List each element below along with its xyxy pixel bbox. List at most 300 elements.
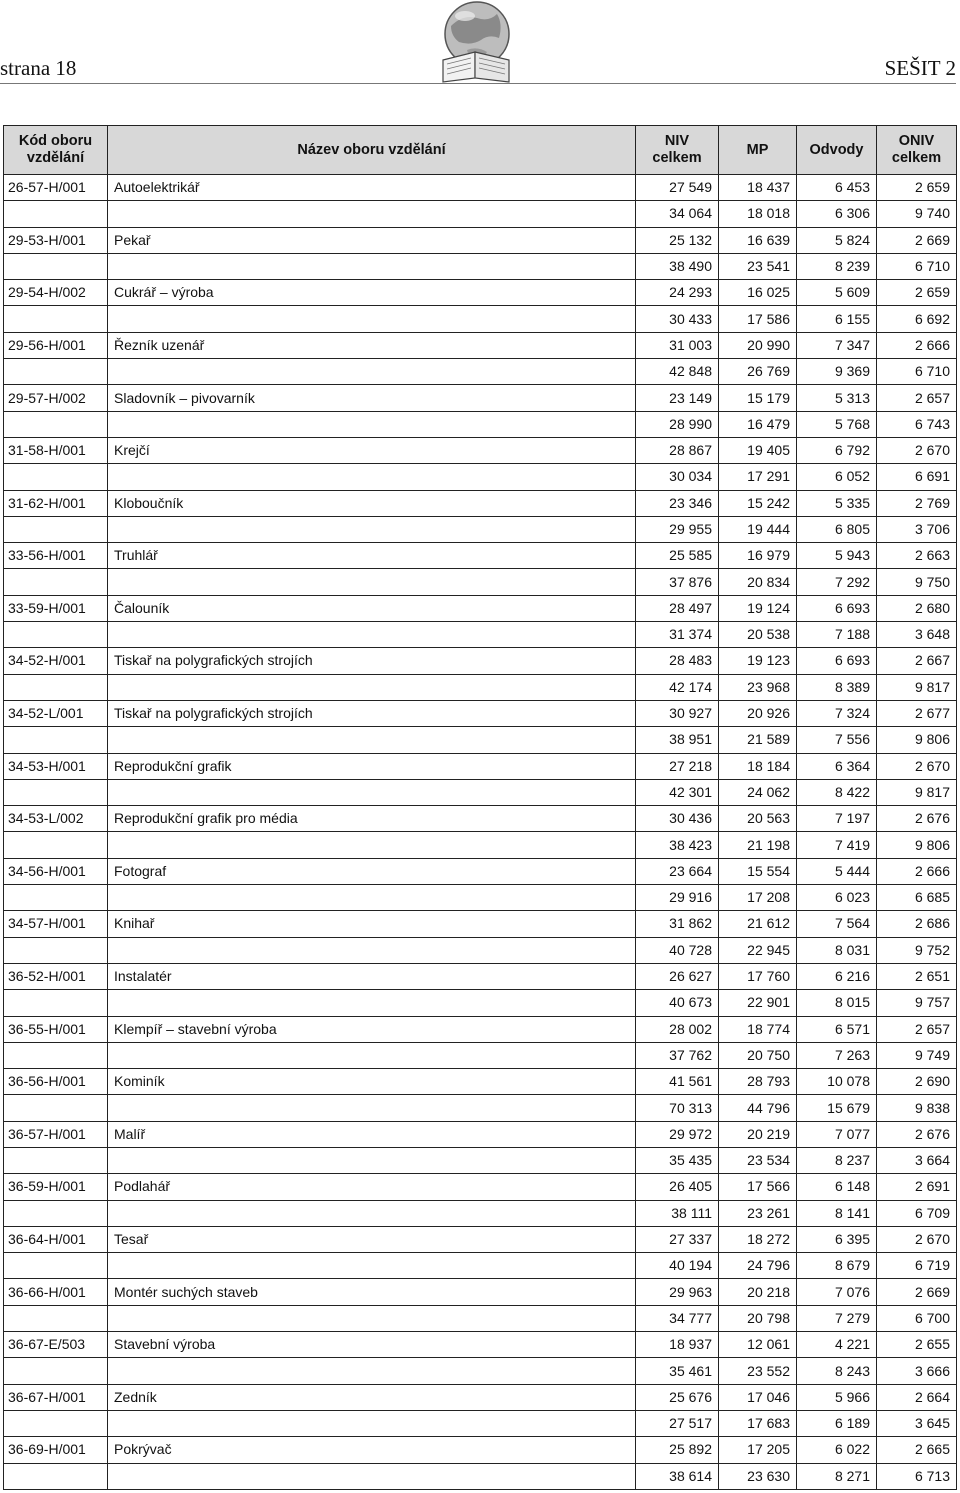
cell-oniv: 3 645: [877, 1410, 957, 1436]
cell-oniv: 9 757: [877, 990, 957, 1016]
cell-niv: 27 337: [636, 1226, 719, 1252]
cell-odvody: 7 347: [797, 332, 877, 358]
cell-name: Pekař: [108, 227, 636, 253]
table-row: [4, 1200, 957, 1226]
table-row: [4, 569, 957, 595]
cell-oniv: 9 806: [877, 832, 957, 858]
cell-niv: 70 313: [636, 1095, 719, 1121]
cell-name: Pokrývač: [108, 1437, 636, 1463]
cell-mp: 15 554: [719, 858, 797, 884]
cell-niv: 18 937: [636, 1332, 719, 1358]
cell-niv: 23 664: [636, 858, 719, 884]
cell-code: [4, 306, 108, 332]
cell-oniv: 2 665: [877, 1437, 957, 1463]
cell-oniv: 2 659: [877, 175, 957, 201]
table-row: [4, 963, 957, 989]
cell-code: 36-69-H/001: [4, 1437, 108, 1463]
cell-odvody: 7 197: [797, 806, 877, 832]
cell-odvody: 5 444: [797, 858, 877, 884]
table-header-row: [4, 126, 957, 175]
cell-niv: 31 003: [636, 332, 719, 358]
cell-name: Cukrář – výroba: [108, 280, 636, 306]
cell-odvody: 5 943: [797, 543, 877, 569]
cell-odvody: 7 263: [797, 1042, 877, 1068]
cell-name: [108, 1463, 636, 1489]
cell-mp: 21 198: [719, 832, 797, 858]
cell-odvody: 6 052: [797, 464, 877, 490]
table-row: [4, 1042, 957, 1068]
table-row: [4, 806, 957, 832]
cell-oniv: 9 806: [877, 727, 957, 753]
table-row: [4, 858, 957, 884]
cell-code: 36-67-H/001: [4, 1384, 108, 1410]
table-row: [4, 622, 957, 648]
cell-niv: 24 293: [636, 280, 719, 306]
cell-odvody: 6 216: [797, 963, 877, 989]
cell-niv: 25 676: [636, 1384, 719, 1410]
cell-niv: 28 990: [636, 411, 719, 437]
cell-niv: 37 762: [636, 1042, 719, 1068]
cell-name: [108, 990, 636, 1016]
cell-mp: 17 683: [719, 1410, 797, 1436]
cell-odvody: 6 022: [797, 1437, 877, 1463]
cell-name: Sladovník – pivovarník: [108, 385, 636, 411]
table-row: [4, 359, 957, 385]
table-row: [4, 1016, 957, 1042]
cell-odvody: 6 023: [797, 885, 877, 911]
cell-mp: 20 538: [719, 622, 797, 648]
table-row: [4, 911, 957, 937]
cell-odvody: 6 792: [797, 437, 877, 463]
cell-name: [108, 674, 636, 700]
cell-oniv: 2 691: [877, 1174, 957, 1200]
cell-name: [108, 1042, 636, 1068]
cell-code: 34-57-H/001: [4, 911, 108, 937]
cell-oniv: 9 750: [877, 569, 957, 595]
cell-mp: 17 586: [719, 306, 797, 332]
cell-name: Podlahář: [108, 1174, 636, 1200]
cell-odvody: 7 279: [797, 1305, 877, 1331]
cell-mp: 18 018: [719, 201, 797, 227]
cell-code: 34-53-H/001: [4, 753, 108, 779]
cell-odvody: 8 271: [797, 1463, 877, 1489]
cell-oniv: 2 667: [877, 648, 957, 674]
cell-niv: 29 963: [636, 1279, 719, 1305]
cell-oniv: 2 666: [877, 332, 957, 358]
cell-code: [4, 1147, 108, 1173]
cell-oniv: 2 664: [877, 1384, 957, 1410]
column-header-niv: NIV celkem: [636, 126, 719, 175]
cell-niv: 28 497: [636, 595, 719, 621]
table-row: [4, 1332, 957, 1358]
cell-odvody: 7 292: [797, 569, 877, 595]
cell-mp: 23 261: [719, 1200, 797, 1226]
table-row: [4, 411, 957, 437]
cell-odvody: 15 679: [797, 1095, 877, 1121]
cell-odvody: 8 243: [797, 1358, 877, 1384]
cell-niv: 30 433: [636, 306, 719, 332]
table-row: [4, 227, 957, 253]
cell-name: Montér suchých staveb: [108, 1279, 636, 1305]
cell-mp: 28 793: [719, 1069, 797, 1095]
table-row: [4, 332, 957, 358]
cell-code: 36-59-H/001: [4, 1174, 108, 1200]
cell-mp: 15 242: [719, 490, 797, 516]
cell-odvody: 8 237: [797, 1147, 877, 1173]
column-header-code: Kód oboru vzdělání: [4, 126, 108, 175]
cell-odvody: 7 076: [797, 1279, 877, 1305]
cell-mp: 20 219: [719, 1121, 797, 1147]
cell-niv: 29 955: [636, 516, 719, 542]
cell-code: 26-57-H/001: [4, 175, 108, 201]
cell-oniv: 2 670: [877, 753, 957, 779]
table-row: [4, 1358, 957, 1384]
cell-oniv: 2 769: [877, 490, 957, 516]
cell-mp: 22 901: [719, 990, 797, 1016]
table-row: [4, 937, 957, 963]
cell-code: [4, 990, 108, 1016]
cell-oniv: 2 651: [877, 963, 957, 989]
cell-niv: 31 862: [636, 911, 719, 937]
table-row: [4, 543, 957, 569]
globe-book-logo-icon: [437, 0, 515, 84]
cell-niv: 30 436: [636, 806, 719, 832]
cell-oniv: 2 663: [877, 543, 957, 569]
table-row: [4, 990, 957, 1016]
cell-odvody: 6 693: [797, 595, 877, 621]
cell-oniv: 6 691: [877, 464, 957, 490]
table-row: [4, 1226, 957, 1252]
cell-mp: 19 444: [719, 516, 797, 542]
cell-name: Čalouník: [108, 595, 636, 621]
cell-mp: 26 769: [719, 359, 797, 385]
section-label: SEŠIT 2: [884, 56, 956, 80]
cell-oniv: 2 655: [877, 1332, 957, 1358]
cell-name: Klempíř – stavební výroba: [108, 1016, 636, 1042]
cell-odvody: 8 141: [797, 1200, 877, 1226]
cell-name: Řezník uzenář: [108, 332, 636, 358]
cell-code: [4, 1200, 108, 1226]
cell-name: Tiskař na polygrafických strojích: [108, 648, 636, 674]
cell-code: 36-57-H/001: [4, 1121, 108, 1147]
cell-odvody: 6 571: [797, 1016, 877, 1042]
cell-code: 36-67-E/503: [4, 1332, 108, 1358]
cell-mp: 23 534: [719, 1147, 797, 1173]
page-header: [0, 0, 960, 92]
cell-mp: 20 750: [719, 1042, 797, 1068]
cell-mp: 23 541: [719, 253, 797, 279]
cell-mp: 20 990: [719, 332, 797, 358]
table-row: [4, 779, 957, 805]
cell-mp: 20 563: [719, 806, 797, 832]
cell-oniv: 3 666: [877, 1358, 957, 1384]
cell-code: [4, 1042, 108, 1068]
cell-odvody: 8 422: [797, 779, 877, 805]
cell-code: [4, 937, 108, 963]
column-header-odvody: Odvody: [797, 126, 877, 175]
cell-oniv: 9 749: [877, 1042, 957, 1068]
table-row: [4, 595, 957, 621]
table-row: [4, 1147, 957, 1173]
cell-niv: 26 405: [636, 1174, 719, 1200]
cell-niv: 35 435: [636, 1147, 719, 1173]
cell-mp: 18 774: [719, 1016, 797, 1042]
table-row: [4, 280, 957, 306]
cell-mp: 17 291: [719, 464, 797, 490]
table-row: [4, 175, 957, 201]
cell-name: [108, 201, 636, 227]
cell-mp: 20 834: [719, 569, 797, 595]
cell-oniv: 2 657: [877, 385, 957, 411]
cell-code: [4, 359, 108, 385]
cell-niv: 42 301: [636, 779, 719, 805]
table-row: [4, 648, 957, 674]
table-row: [4, 700, 957, 726]
table-row: [4, 1095, 957, 1121]
cell-mp: 23 552: [719, 1358, 797, 1384]
cell-code: [4, 779, 108, 805]
cell-oniv: 2 690: [877, 1069, 957, 1095]
cell-odvody: 6 148: [797, 1174, 877, 1200]
cell-niv: 41 561: [636, 1069, 719, 1095]
cell-oniv: 2 666: [877, 858, 957, 884]
cell-mp: 20 218: [719, 1279, 797, 1305]
cell-name: [108, 1095, 636, 1121]
cell-name: Fotograf: [108, 858, 636, 884]
cell-niv: 42 174: [636, 674, 719, 700]
cell-mp: 19 405: [719, 437, 797, 463]
cell-mp: 17 046: [719, 1384, 797, 1410]
cell-oniv: 2 677: [877, 700, 957, 726]
column-header-mp: MP: [719, 126, 797, 175]
cell-oniv: 2 680: [877, 595, 957, 621]
cell-code: [4, 516, 108, 542]
cell-niv: 29 916: [636, 885, 719, 911]
cell-name: [108, 832, 636, 858]
table-row: [4, 832, 957, 858]
cell-code: 34-53-L/002: [4, 806, 108, 832]
cell-name: [108, 937, 636, 963]
cell-oniv: 2 657: [877, 1016, 957, 1042]
cell-odvody: 6 805: [797, 516, 877, 542]
cell-code: [4, 1463, 108, 1489]
cell-name: Truhlář: [108, 543, 636, 569]
cell-niv: 40 728: [636, 937, 719, 963]
cell-code: [4, 201, 108, 227]
cell-odvody: 8 679: [797, 1253, 877, 1279]
cell-name: Stavební výroba: [108, 1332, 636, 1358]
cell-niv: 29 972: [636, 1121, 719, 1147]
table-row: [4, 253, 957, 279]
header-divider: [0, 83, 956, 84]
cell-name: [108, 727, 636, 753]
cell-odvody: 7 077: [797, 1121, 877, 1147]
cell-odvody: 10 078: [797, 1069, 877, 1095]
cell-name: Instalatér: [108, 963, 636, 989]
cell-odvody: 8 389: [797, 674, 877, 700]
cell-oniv: 6 713: [877, 1463, 957, 1489]
table-row: [4, 437, 957, 463]
cell-oniv: 6 710: [877, 359, 957, 385]
cell-niv: 38 111: [636, 1200, 719, 1226]
cell-code: [4, 1305, 108, 1331]
cell-odvody: 6 155: [797, 306, 877, 332]
cell-code: 29-54-H/002: [4, 280, 108, 306]
cell-mp: 23 968: [719, 674, 797, 700]
cell-code: 31-62-H/001: [4, 490, 108, 516]
table-row: [4, 727, 957, 753]
cell-niv: 40 194: [636, 1253, 719, 1279]
cell-mp: 17 208: [719, 885, 797, 911]
cell-mp: 44 796: [719, 1095, 797, 1121]
cell-oniv: 9 817: [877, 674, 957, 700]
cell-code: [4, 885, 108, 911]
cell-odvody: 5 768: [797, 411, 877, 437]
cell-odvody: 8 239: [797, 253, 877, 279]
cell-niv: 23 149: [636, 385, 719, 411]
cell-mp: 17 760: [719, 963, 797, 989]
cell-mp: 20 926: [719, 700, 797, 726]
cell-oniv: 2 669: [877, 227, 957, 253]
cell-niv: 38 490: [636, 253, 719, 279]
column-header-name: Název oboru vzdělání: [108, 126, 636, 175]
cell-name: [108, 411, 636, 437]
cell-name: Kloboučník: [108, 490, 636, 516]
cell-odvody: 7 419: [797, 832, 877, 858]
cell-niv: 23 346: [636, 490, 719, 516]
table-body: [4, 175, 957, 1490]
table-row: [4, 1279, 957, 1305]
cell-oniv: 2 670: [877, 1226, 957, 1252]
cell-niv: 34 064: [636, 201, 719, 227]
cell-code: [4, 1253, 108, 1279]
cell-name: [108, 1305, 636, 1331]
cell-niv: 38 951: [636, 727, 719, 753]
table-row: [4, 1437, 957, 1463]
cell-odvody: 5 824: [797, 227, 877, 253]
cell-oniv: 2 676: [877, 806, 957, 832]
cell-mp: 24 062: [719, 779, 797, 805]
table-row: [4, 306, 957, 332]
cell-oniv: 6 719: [877, 1253, 957, 1279]
column-header-oniv: ONIV celkem: [877, 126, 957, 175]
cell-code: 34-56-H/001: [4, 858, 108, 884]
cell-code: [4, 1410, 108, 1436]
cell-code: 34-52-H/001: [4, 648, 108, 674]
cell-name: [108, 464, 636, 490]
cell-niv: 37 876: [636, 569, 719, 595]
table-row: [4, 885, 957, 911]
cell-odvody: 5 609: [797, 280, 877, 306]
cell-oniv: 6 692: [877, 306, 957, 332]
cell-code: 34-52-L/001: [4, 700, 108, 726]
cell-mp: 20 798: [719, 1305, 797, 1331]
cell-niv: 34 777: [636, 1305, 719, 1331]
cell-niv: 38 423: [636, 832, 719, 858]
cell-name: Kominík: [108, 1069, 636, 1095]
cell-code: [4, 1358, 108, 1384]
cell-odvody: 8 031: [797, 937, 877, 963]
cell-niv: 30 927: [636, 700, 719, 726]
cell-code: [4, 464, 108, 490]
cell-oniv: 2 659: [877, 280, 957, 306]
cell-name: [108, 306, 636, 332]
table-row: [4, 385, 957, 411]
cell-code: [4, 832, 108, 858]
cell-mp: 18 272: [719, 1226, 797, 1252]
cell-niv: 27 218: [636, 753, 719, 779]
table-row: [4, 1384, 957, 1410]
cell-niv: 31 374: [636, 622, 719, 648]
cell-odvody: 7 324: [797, 700, 877, 726]
cell-name: [108, 622, 636, 648]
cell-code: [4, 1095, 108, 1121]
cell-code: 31-58-H/001: [4, 437, 108, 463]
cell-code: [4, 569, 108, 595]
cell-odvody: 5 313: [797, 385, 877, 411]
cell-mp: 21 589: [719, 727, 797, 753]
table-row: [4, 753, 957, 779]
cell-mp: 23 630: [719, 1463, 797, 1489]
cell-oniv: 6 743: [877, 411, 957, 437]
cell-oniv: 6 685: [877, 885, 957, 911]
cell-name: [108, 1200, 636, 1226]
table-row: [4, 1305, 957, 1331]
cell-oniv: 9 740: [877, 201, 957, 227]
table-row: [4, 464, 957, 490]
cell-name: [108, 1147, 636, 1173]
cell-niv: 38 614: [636, 1463, 719, 1489]
cell-oniv: 3 664: [877, 1147, 957, 1173]
cell-odvody: 6 395: [797, 1226, 877, 1252]
cell-odvody: 6 189: [797, 1410, 877, 1436]
cell-odvody: 7 556: [797, 727, 877, 753]
cell-oniv: 9 817: [877, 779, 957, 805]
cell-mp: 16 639: [719, 227, 797, 253]
cell-oniv: 2 669: [877, 1279, 957, 1305]
table-row: [4, 1253, 957, 1279]
cell-name: Zedník: [108, 1384, 636, 1410]
cell-niv: 25 585: [636, 543, 719, 569]
cell-name: [108, 253, 636, 279]
cell-code: 33-59-H/001: [4, 595, 108, 621]
cell-oniv: 9 752: [877, 937, 957, 963]
cell-name: Knihař: [108, 911, 636, 937]
cell-code: [4, 727, 108, 753]
cell-name: Autoelektrikář: [108, 175, 636, 201]
cell-name: Reprodukční grafik: [108, 753, 636, 779]
cell-mp: 15 179: [719, 385, 797, 411]
cell-niv: 26 627: [636, 963, 719, 989]
cell-code: 36-66-H/001: [4, 1279, 108, 1305]
cell-code: [4, 253, 108, 279]
cell-oniv: 9 838: [877, 1095, 957, 1121]
table-row: [4, 1069, 957, 1095]
cell-code: [4, 411, 108, 437]
cell-name: Reprodukční grafik pro média: [108, 806, 636, 832]
cell-name: [108, 516, 636, 542]
cell-name: Tesař: [108, 1226, 636, 1252]
cell-odvody: 6 364: [797, 753, 877, 779]
cell-code: 29-53-H/001: [4, 227, 108, 253]
cell-oniv: 6 709: [877, 1200, 957, 1226]
table-row: [4, 201, 957, 227]
cell-niv: 27 549: [636, 175, 719, 201]
cell-mp: 16 025: [719, 280, 797, 306]
cell-niv: 35 461: [636, 1358, 719, 1384]
cell-mp: 17 566: [719, 1174, 797, 1200]
table-row: [4, 1174, 957, 1200]
